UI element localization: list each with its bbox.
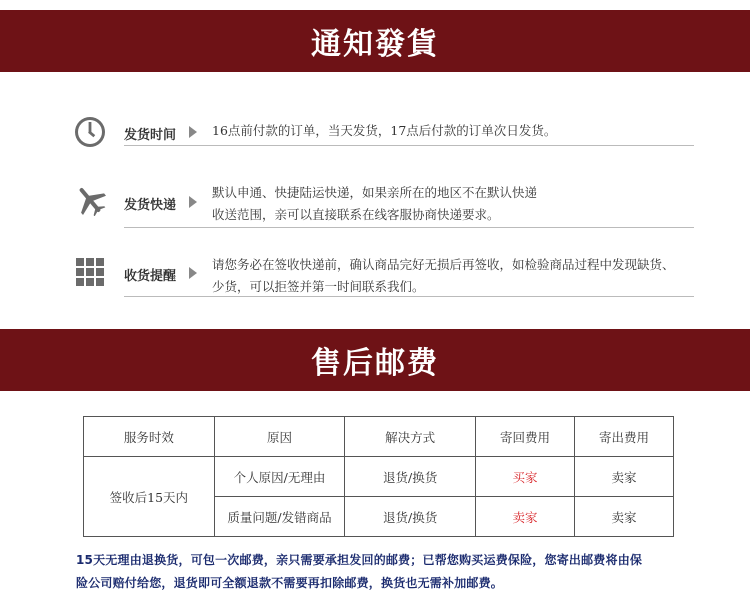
- shipping-courier-label: 发货快递: [124, 198, 177, 213]
- divider: [124, 296, 694, 297]
- return-fee-cell: 卖家: [476, 497, 575, 537]
- divider: [124, 227, 694, 228]
- arrow-right-icon: [189, 267, 197, 279]
- divider: [124, 145, 694, 146]
- shipping-notice-banner: [0, 10, 750, 72]
- shipping-time-label: 发货时间: [124, 128, 177, 143]
- banner-title: 通知發貨: [311, 27, 439, 62]
- shipping-courier-text: 默认申通、快捷陆运快递，如果亲所在的地区不在默认快递 收送范围，亲可以直接联系在线客服协商快递要求。: [212, 185, 538, 222]
- banner-title: 售后邮费: [311, 346, 439, 381]
- receipt-reminder-row: [74, 254, 694, 304]
- reason-cell: 个人原因/无理由: [214, 457, 345, 497]
- shipping-time-row: [74, 116, 694, 152]
- table-header: 寄回费用: [476, 417, 575, 457]
- grid-icon: [74, 256, 106, 288]
- send-fee-cell: 卖家: [574, 457, 673, 497]
- table-header: 服务时效: [84, 417, 215, 457]
- return-fee-cell: 买家: [476, 457, 575, 497]
- shipping-time-text: 16点前付款的订单，当天发货，17点后付款的订单次日发货。: [212, 123, 557, 138]
- shipping-courier-row: [74, 182, 694, 232]
- table-header: 解决方式: [345, 417, 476, 457]
- table-header: 寄出费用: [574, 417, 673, 457]
- solution-cell: 退货/换货: [345, 457, 476, 497]
- reason-cell: 质量问题/发错商品: [214, 497, 345, 537]
- after-sales-postage-banner: [0, 329, 750, 391]
- airplane-icon: [74, 184, 106, 216]
- table-header-row: [84, 417, 674, 457]
- receipt-reminder-label: 收货提醒: [124, 269, 177, 284]
- postage-note: 15天无理由退换货，可包一次邮费，亲只需要承担发回的邮费；已帮您购买运费保险，您寄出邮费将由保 险公司赔付给您，退货即可全额退款不需要再扣除邮费，换货也无需补加邮费。: [76, 553, 643, 590]
- receipt-reminder-text: 请您务必在签收快递前，确认商品完好无损后再签收，如检验商品过程中发现缺货、 少货，可以拒签并第一时间联系我们。: [212, 257, 675, 294]
- arrow-right-icon: [189, 196, 197, 208]
- solution-cell: 退货/换货: [345, 497, 476, 537]
- send-fee-cell: 卖家: [574, 497, 673, 537]
- clock-icon: [74, 116, 106, 148]
- arrow-right-icon: [189, 126, 197, 138]
- service-period-cell: 签收后15天内: [84, 457, 215, 537]
- table-row: [84, 457, 674, 497]
- postage-table: [83, 416, 674, 537]
- table-header: 原因: [214, 417, 345, 457]
